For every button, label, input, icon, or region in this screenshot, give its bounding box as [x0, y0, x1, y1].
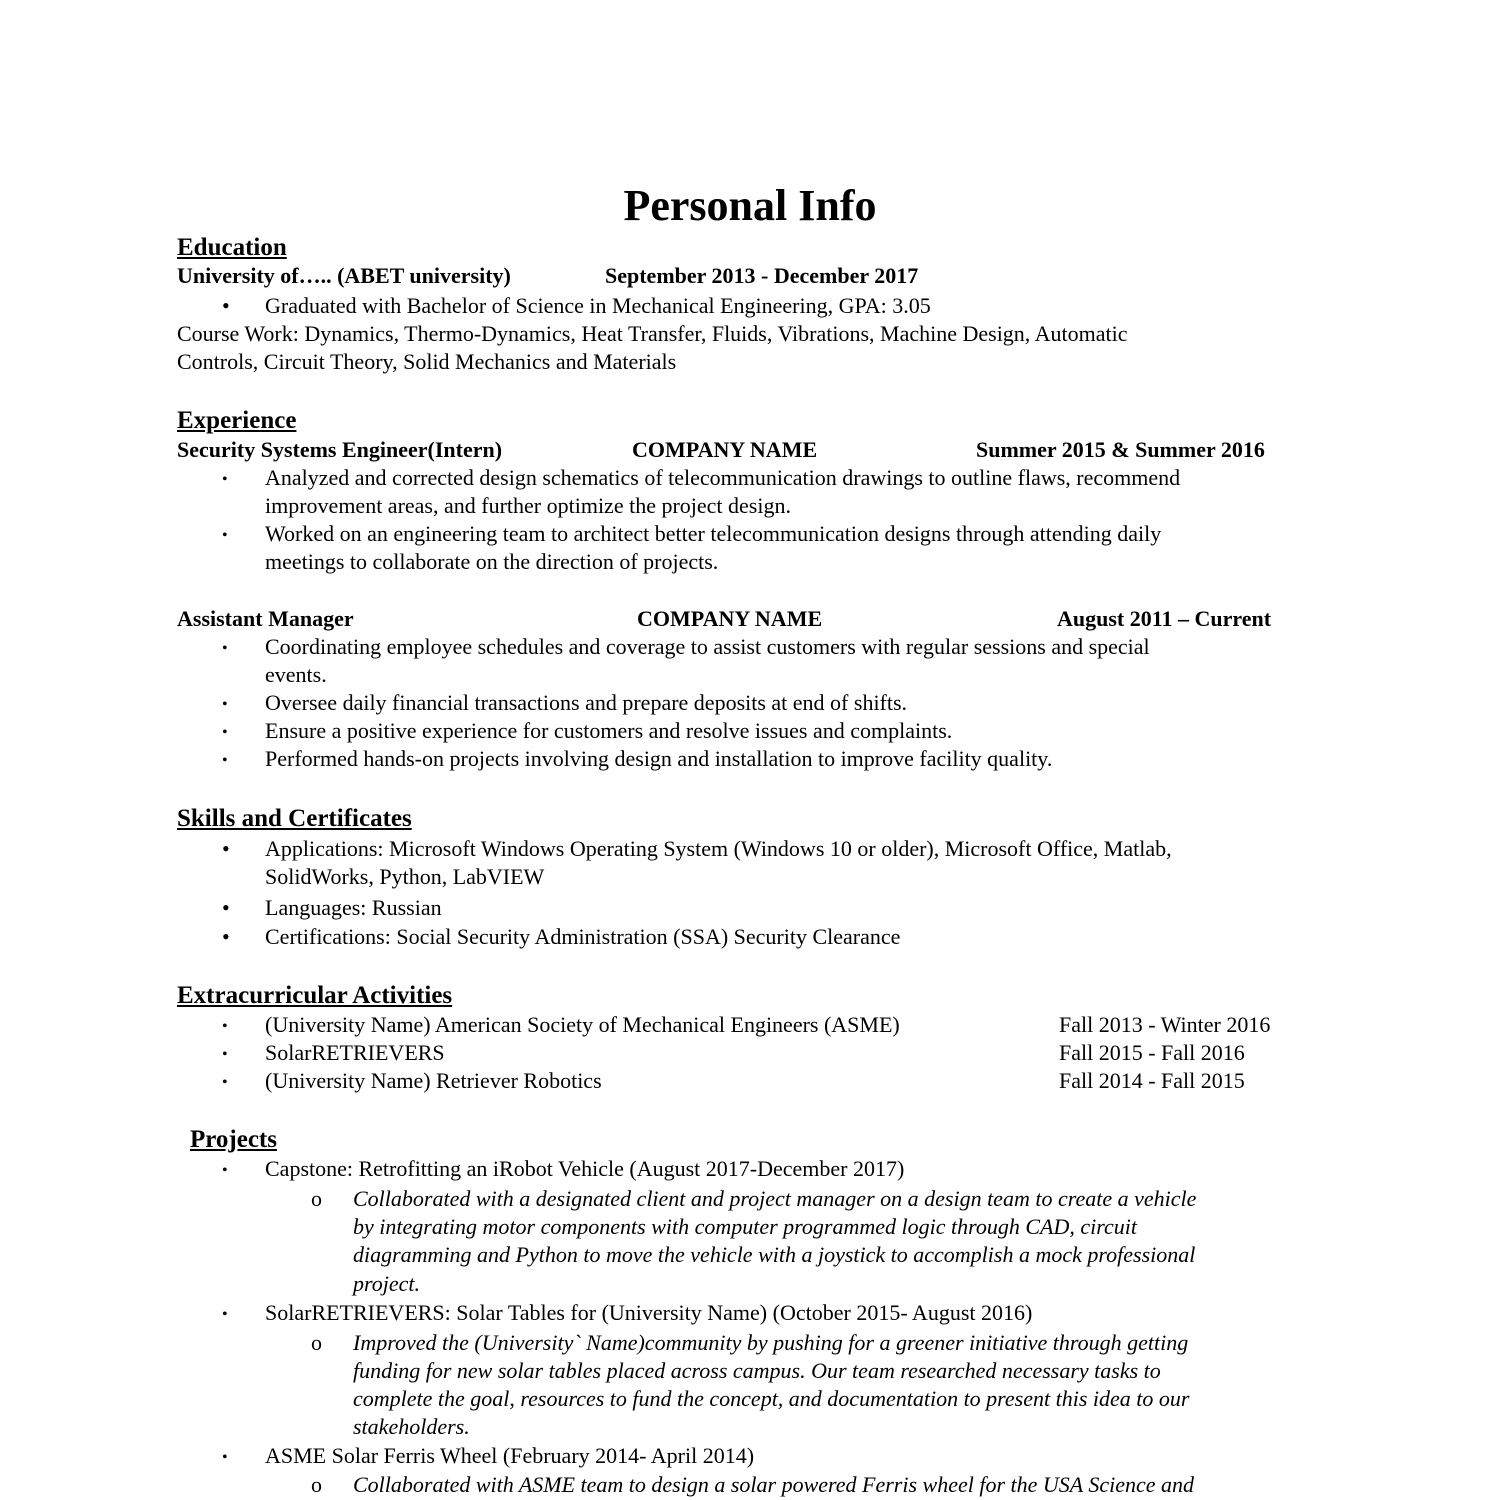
- page-title: Personal Info: [623, 181, 877, 230]
- skills-line: Certifications: Social Security Administration (SSA) Security Clearance: [265, 924, 901, 949]
- job-bullet-line: improvement areas, and further optimize the project design.: [265, 493, 791, 518]
- extracurricular-heading: Extracurricular Activities: [177, 982, 453, 1009]
- job-bullet-line: Analyzed and corrected design schematics of telecommunication drawings to outline flaws, recommend: [265, 465, 1181, 490]
- projects-heading: Projects: [190, 1126, 277, 1153]
- job-title: Security Systems Engineer(Intern): [177, 437, 503, 462]
- activity-name: SolarRETRIEVERS: [265, 1040, 445, 1065]
- bullet-icon: •: [222, 1018, 228, 1035]
- bullet-icon: •: [222, 640, 228, 657]
- project-name: SolarRETRIEVERS: Solar Tables for (University Name) (October 2015- August 2016): [265, 1300, 1033, 1325]
- education-school: University of….. (ABET university): [177, 263, 511, 288]
- sub-bullet-icon: o: [311, 1186, 322, 1211]
- job-bullet-line: Worked on an engineering team to architect better telecommunication designs through attending daily: [265, 521, 1162, 546]
- project-desc-line: Collaborated with ASME team to design a solar powered Ferris wheel for the USA Science and: [353, 1472, 1195, 1497]
- project-name: ASME Solar Ferris Wheel (February 2014- April 2014): [265, 1443, 755, 1468]
- bullet-icon: •: [222, 1074, 228, 1091]
- project-desc-line: project.: [353, 1271, 420, 1296]
- bullet-icon: •: [222, 724, 228, 741]
- sub-bullet-icon: o: [311, 1330, 322, 1355]
- bullet-icon: •: [222, 924, 230, 949]
- experience-heading: Experience: [177, 407, 297, 434]
- skills-heading: Skills and Certificates: [177, 805, 412, 832]
- education-coursework-line2: Controls, Circuit Theory, Solid Mechanics and Materials: [177, 349, 677, 374]
- bullet-icon: •: [222, 1306, 228, 1323]
- project-desc-line: stakeholders.: [353, 1414, 470, 1439]
- bullet-icon: •: [222, 1449, 228, 1466]
- job-company: COMPANY NAME: [637, 606, 823, 631]
- education-degree: Graduated with Bachelor of Science in Mechanical Engineering, GPA: 3.05: [265, 293, 931, 318]
- education-coursework-line1: Course Work: Dynamics, Thermo-Dynamics, Heat Transfer, Fluids, Vibrations, Machine Design, Automatic: [177, 321, 1128, 346]
- skills-line: SolidWorks, Python, LabVIEW: [265, 864, 545, 889]
- bullet-icon: •: [222, 471, 228, 488]
- project-desc-line: complete the goal, resources to fund the concept, and documentation to present this idea to our: [353, 1386, 1190, 1411]
- project-desc-line: Collaborated with a designated client and project manager on a design team to create a vehicle: [353, 1186, 1197, 1211]
- bullet-icon: •: [222, 836, 230, 861]
- education-heading: Education: [177, 234, 287, 261]
- bullet-icon: •: [222, 527, 228, 544]
- project-desc-line: diagramming and Python to move the vehicle with a joystick to accomplish a mock professional: [353, 1242, 1196, 1267]
- bullet-icon: •: [222, 752, 228, 769]
- sub-bullet-icon: o: [311, 1472, 322, 1497]
- project-desc-line: Improved the (University` Name)community by pushing for a greener initiative through getting: [353, 1330, 1189, 1355]
- activity-name: (University Name) American Society of Mechanical Engineers (ASME): [265, 1012, 900, 1037]
- bullet-icon: •: [222, 895, 230, 920]
- job-dates: August 2011 – Current: [1057, 606, 1272, 631]
- skills-line: Languages: Russian: [265, 895, 442, 920]
- job-dates: Summer 2015 & Summer 2016: [976, 437, 1265, 462]
- job-bullet-line: meetings to collaborate on the direction of projects.: [265, 549, 719, 574]
- job-title: Assistant Manager: [177, 606, 354, 631]
- activity-dates: Fall 2013 - Winter 2016: [1059, 1012, 1271, 1037]
- job-bullet-line: events.: [265, 662, 327, 687]
- project-desc-line: by integrating motor components with computer programmed logic through CAD, circuit: [353, 1214, 1137, 1239]
- bullet-icon: •: [222, 696, 228, 713]
- activity-dates: Fall 2015 - Fall 2016: [1059, 1040, 1245, 1065]
- job-company: COMPANY NAME: [632, 437, 818, 462]
- bullet-icon: •: [222, 293, 230, 318]
- project-desc-line: funding for new solar tables placed across campus. Our team researched necessary tasks to: [353, 1358, 1161, 1383]
- bullet-icon: •: [222, 1162, 228, 1179]
- job-bullet-line: Oversee daily financial transactions and prepare deposits at end of shifts.: [265, 690, 908, 715]
- activity-dates: Fall 2014 - Fall 2015: [1059, 1068, 1245, 1093]
- activity-name: (University Name) Retriever Robotics: [265, 1068, 602, 1093]
- job-bullet-line: Ensure a positive experience for customers and resolve issues and complaints.: [265, 718, 953, 743]
- skills-line: Applications: Microsoft Windows Operating System (Windows 10 or older), Microsoft Office, Matlab,: [265, 836, 1172, 861]
- education-dates: September 2013 - December 2017: [605, 263, 919, 288]
- project-name: Capstone: Retrofitting an iRobot Vehicle (August 2017-December 2017): [265, 1156, 905, 1181]
- bullet-icon: •: [222, 1046, 228, 1063]
- job-bullet-line: Performed hands-on projects involving design and installation to improve facility quality.: [265, 746, 1053, 771]
- job-bullet-line: Coordinating employee schedules and coverage to assist customers with regular sessions and special: [265, 634, 1150, 659]
